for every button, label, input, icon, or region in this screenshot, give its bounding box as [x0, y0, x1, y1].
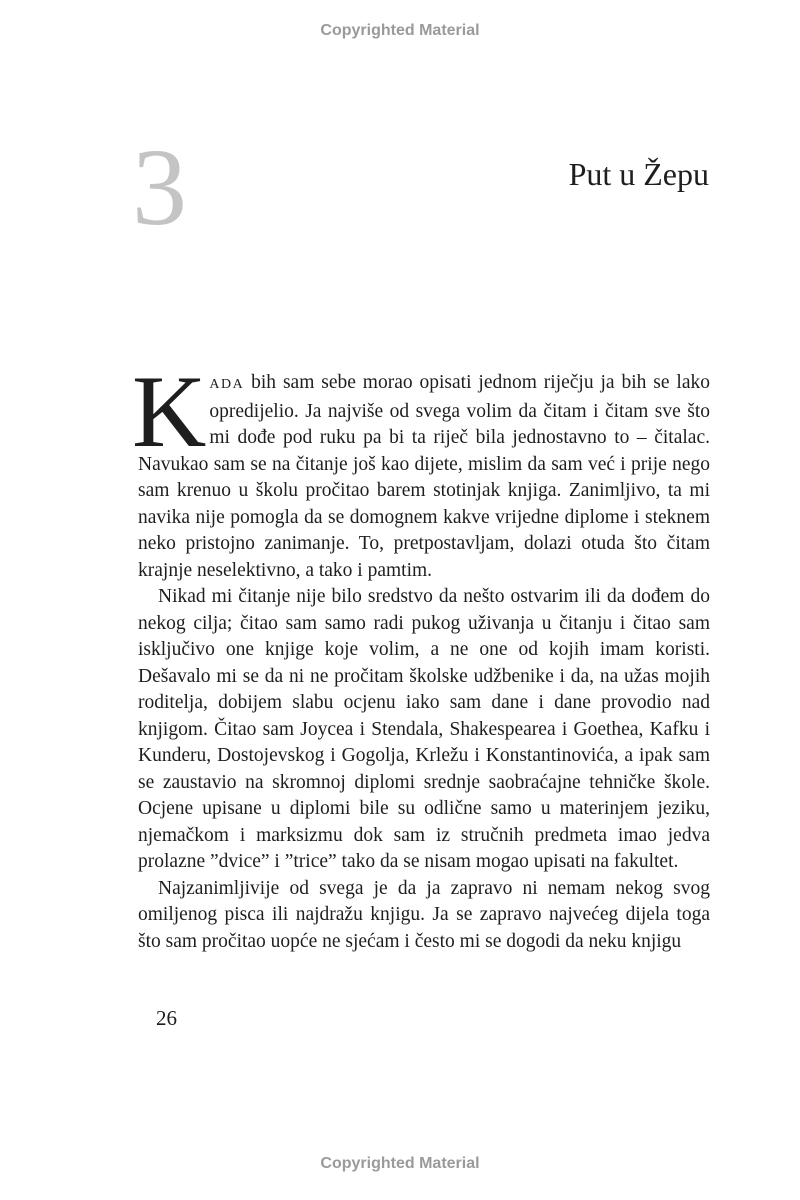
drop-cap: K — [132, 355, 207, 469]
chapter-title: Put u Žepu — [568, 156, 709, 192]
copyright-watermark-bottom: Copyrighted Material — [320, 1155, 480, 1172]
copyright-watermark-top: Copyrighted Material — [320, 22, 480, 39]
chapter-number: 3 — [132, 126, 187, 248]
paragraph-3: Najzanimljivije od svega je da ja zapravo ni nemam nekog svog omiljenog pisca ili najdražu knjigu. Ja se zapravo najvećeg dijela toga što sam pročitao uopće ne sjećam i često mi se dogodi da neku knjigu — [138, 877, 710, 952]
paragraph-1-text: bih sam sebe morao opisati jednom riječju ja bih se lako opredijelio. Ja najviše od svega volim da čitam i čitam sve što mi dođe pod ruku pa bi ta riječ bila jednostavno to – čitalac. Navukao sam se na čitanje još kao dijete, mislim da sam već i prije nego sam krenuo u školu pročitao barem stotinjak knjiga. Zanimljivo, ta mi navika nije pomogla da se domognem kakve vrijedne diplome i steknem neko pristojno zanimanje. To, pretpostavljam, dolazi otuda što čitam krajnje neselektivno, a tako i pamtim. — [138, 372, 710, 581]
body-text — [132, 355, 710, 955]
page-number: 26 — [156, 1006, 177, 1030]
paragraph-2: Nikad mi čitanje nije bilo sredstvo da nešto ostvarim ili da dođem do nekog cilja; čitao sam samo radi pukog uživanja u čitanju i čitao sam isključivo one knjige koje volim, a ne one od kojih imam koristi. Dešavalo mi se da ni ne pročitam školske udžbenike i da, na užas mojih roditelja, dobijem slabu ocjenu iako sam dane i dane provodio nad knjigom. Čitao sam Joycea i Stendala, Shakespearea i Goethea, Kafku i Kunderu, Dostojevskog i Gogolja, Krležu i Konstantinovića, a ipak sam se zaustavio na skromnoj diplomi srednje saobraćajne tehničke škole. Ocjene upisane u diplomi bile su odlične samo u materinjem jeziku, njemačkom i marksizmu dok sam iz stručnih predmeta imao jedva prolazne ”dvice” i ”trice” tako da se nisam mogao upisati na fakultet. — [138, 586, 710, 872]
small-caps-opening: ADA — [209, 377, 245, 392]
paragraph-1 — [132, 355, 710, 584]
